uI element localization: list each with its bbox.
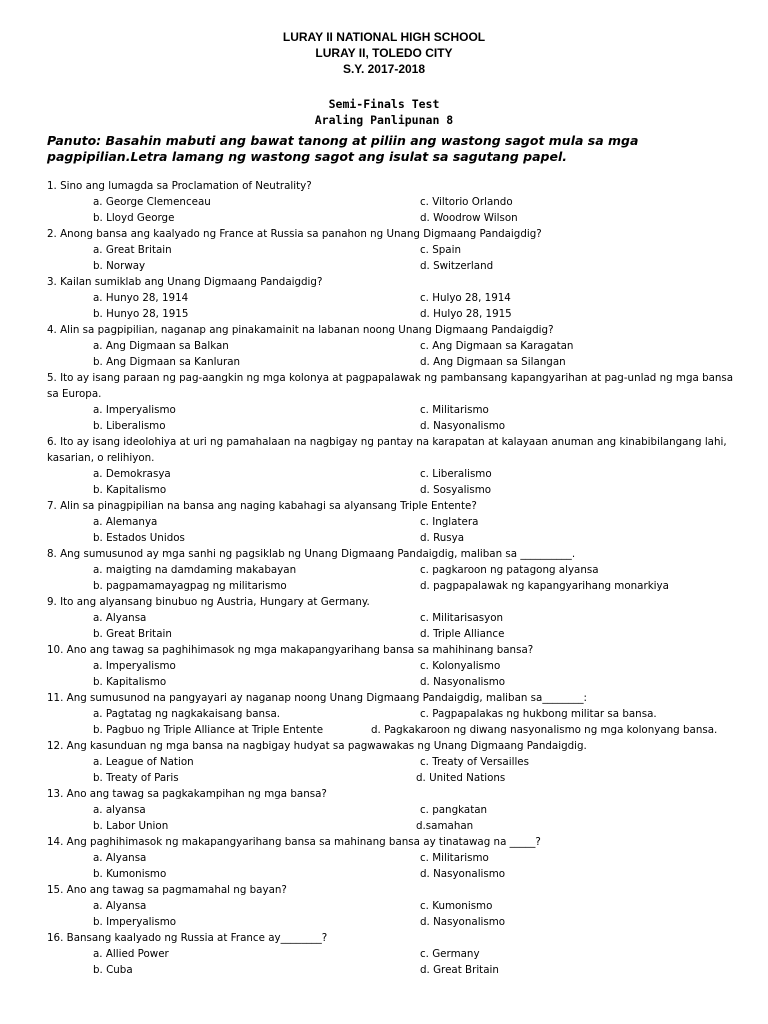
answer-option: a. maigting na damdaming makabayan bbox=[93, 564, 297, 576]
answer-option: b. Estados Unidos bbox=[93, 532, 185, 544]
answer-option: c. pagkaroon ng patagong alyansa bbox=[420, 564, 599, 576]
answer-option: c. Liberalismo bbox=[420, 468, 492, 480]
question-text: 7. Alin sa pinagpipilian na bansa ang naging kabahagi sa alyansang Triple Entente? bbox=[47, 500, 477, 512]
answer-option: d. Nasyonalismo bbox=[420, 916, 506, 928]
answer-option: a. Great Britain bbox=[93, 244, 172, 256]
answer-option: c. Ang Digmaan sa Karagatan bbox=[420, 340, 574, 352]
answer-option: b. Kapitalismo bbox=[93, 676, 167, 688]
answer-option: c. Militarismo bbox=[420, 404, 489, 416]
question-text: 13. Ano ang tawag sa pagkakampihan ng mga bansa? bbox=[47, 788, 327, 800]
answer-option: d. Switzerland bbox=[420, 260, 494, 272]
school-name: LURAY II NATIONAL HIGH SCHOOL bbox=[282, 30, 486, 44]
question-text: 5. Ito ay isang paraan ng pag-aangkin ng mga kolonya at pagpapalawak ng pambansang kapangyarihan at pag-unlad ng mga bansa sa Europa. bbox=[47, 372, 734, 400]
answer-option: c. Pagpapalakas ng hukbong militar sa bansa. bbox=[420, 708, 657, 720]
question-text: 3. Kailan sumiklab ang Unang Digmaang Pandaigdig? bbox=[47, 276, 323, 288]
answer-option: d. Pagkakaroon ng diwang nasyonalismo ng mga kolonyang bansa. bbox=[371, 724, 718, 736]
question-text: 4. Alin sa pagpipilian, naganap ang pinakamainit na labanan noong Unang Digmaang Pandaigdig? bbox=[47, 324, 554, 336]
answer-option: d. Nasyonalismo bbox=[420, 868, 506, 880]
answer-option: b. Cuba bbox=[93, 964, 133, 976]
answer-option: b. Imperyalismo bbox=[93, 916, 177, 928]
question-text: 2. Anong bansa ang kaalyado ng France at Russia sa panahon ng Unang Digmaang Pandaigdig? bbox=[47, 228, 542, 240]
answer-option: b. Great Britain bbox=[93, 628, 172, 640]
answer-option: c. pangkatan bbox=[420, 804, 488, 816]
answer-option: c. Militarismo bbox=[420, 852, 489, 864]
question-text: 8. Ang sumusunod ay mga sanhi ng pagsiklab ng Unang Digmaang Pandaigdig, maliban sa __________. bbox=[47, 548, 576, 560]
answer-option: d. Sosyalismo bbox=[420, 484, 492, 496]
answer-option: c. Treaty of Versailles bbox=[420, 756, 530, 768]
instructions: Panuto: Basahin mabuti ang bawat tanong at piliin ang wastong sagot mula sa mga pagpipilian.Letra lamang ng wastong sagot ang isulat sa sagutang papel. bbox=[47, 133, 639, 164]
test-subject: Araling Panlipunan 8 bbox=[314, 113, 454, 127]
question-text: 9. Ito ang alyansang binubuo ng Austria, Hungary at Germany. bbox=[47, 596, 370, 608]
answer-option: a. Alyansa bbox=[93, 852, 147, 864]
answer-option: a. Imperyalismo bbox=[93, 660, 176, 672]
answer-option: b. Kapitalismo bbox=[93, 484, 167, 496]
answer-option: a. Allied Power bbox=[93, 948, 169, 960]
answer-option: a. Pagtatag ng nagkakaisang bansa. bbox=[93, 708, 281, 720]
answer-option: c. Viltorio Orlando bbox=[420, 196, 513, 208]
answer-option: c. Kumonismo bbox=[420, 900, 493, 912]
answer-option: d. Triple Alliance bbox=[420, 628, 505, 640]
answer-option: a. Ang Digmaan sa Balkan bbox=[93, 340, 229, 352]
question-text: 10. Ano ang tawag sa paghihimasok ng mga makapangyarihang bansa sa mahihinang bansa? bbox=[47, 644, 534, 656]
question-text: 1. Sino ang lumagda sa Proclamation of Neutrality? bbox=[47, 180, 312, 192]
answer-option: b. Treaty of Paris bbox=[93, 772, 179, 784]
test-title: Semi-Finals Test bbox=[328, 97, 440, 111]
answer-option: b. Norway bbox=[93, 260, 146, 272]
answer-option: c. Spain bbox=[420, 244, 461, 256]
answer-option: c. Germany bbox=[420, 948, 480, 960]
answer-option: d.samahan bbox=[416, 820, 474, 832]
answer-option: c. Hulyo 28, 1914 bbox=[420, 292, 511, 304]
answer-option: c. Militarisasyon bbox=[420, 612, 504, 624]
answer-option: d. Hulyo 28, 1915 bbox=[420, 308, 512, 320]
answer-option: d. Nasyonalismo bbox=[420, 676, 506, 688]
answer-option: b. Ang Digmaan sa Kanluran bbox=[93, 356, 241, 368]
answer-option: a. Demokrasya bbox=[93, 468, 171, 480]
answer-option: d. Great Britain bbox=[420, 964, 499, 976]
answer-option: d. Nasyonalismo bbox=[420, 420, 506, 432]
answer-option: a. Imperyalismo bbox=[93, 404, 176, 416]
question-text: 14. Ang paghihimasok ng makapangyarihang bansa sa mahinang bansa ay tinatawag na _____? bbox=[47, 836, 541, 848]
answer-option: d. pagpapalawak ng kapangyarihang monarkiya bbox=[420, 580, 669, 592]
question-text: 11. Ang sumusunod na pangyayari ay naganap noong Unang Digmaang Pandaigdig, maliban sa________: bbox=[47, 692, 588, 704]
answer-option: b. Hunyo 28, 1915 bbox=[93, 308, 189, 320]
answer-option: b. Kumonismo bbox=[93, 868, 167, 880]
answer-option: d. Ang Digmaan sa Silangan bbox=[420, 356, 566, 368]
answer-option: a. Alyansa bbox=[93, 612, 147, 624]
answer-option: d. United Nations bbox=[416, 772, 506, 784]
answer-option: b. Liberalismo bbox=[93, 420, 166, 432]
answer-option: a. Alemanya bbox=[93, 516, 158, 528]
question-text: 12. Ang kasunduan ng mga bansa na nagbigay hudyat sa pagwawakas ng Unang Digmaang Pandaigdig. bbox=[47, 740, 587, 752]
answer-option: a. George Clemenceau bbox=[93, 196, 211, 208]
question-text: 15. Ano ang tawag sa pagmamahal ng bayan? bbox=[47, 884, 287, 896]
answer-option: c. Inglatera bbox=[420, 516, 479, 528]
question-text: 16. Bansang kaalyado ng Russia at France ay________? bbox=[47, 932, 328, 944]
answer-option: a. alyansa bbox=[93, 804, 146, 816]
school-address: LURAY II, TOLEDO CITY bbox=[315, 46, 453, 60]
answer-option: a. Alyansa bbox=[93, 900, 147, 912]
school-year: S.Y. 2017-2018 bbox=[342, 62, 426, 76]
question-text: 6. Ito ay isang ideolohiya at uri ng pamahalaan na nagbigay ng pantay na karapatan at kalayaan anuman ang kinabibilangang lahi, kasarian, o relihiyon. bbox=[47, 436, 727, 464]
answer-option: a. Hunyo 28, 1914 bbox=[93, 292, 189, 304]
answer-option: b. Labor Union bbox=[93, 820, 169, 832]
answer-option: b. Lloyd George bbox=[93, 212, 175, 224]
answer-option: d. Rusya bbox=[420, 532, 465, 544]
answer-option: b. Pagbuo ng Triple Alliance at Triple Entente bbox=[93, 724, 324, 736]
answer-option: d. Woodrow Wilson bbox=[420, 212, 518, 224]
answer-option: c. Kolonyalismo bbox=[420, 660, 501, 672]
answer-option: a. League of Nation bbox=[93, 756, 194, 768]
answer-option: b. pagpamamayagpag ng militarismo bbox=[93, 580, 287, 592]
